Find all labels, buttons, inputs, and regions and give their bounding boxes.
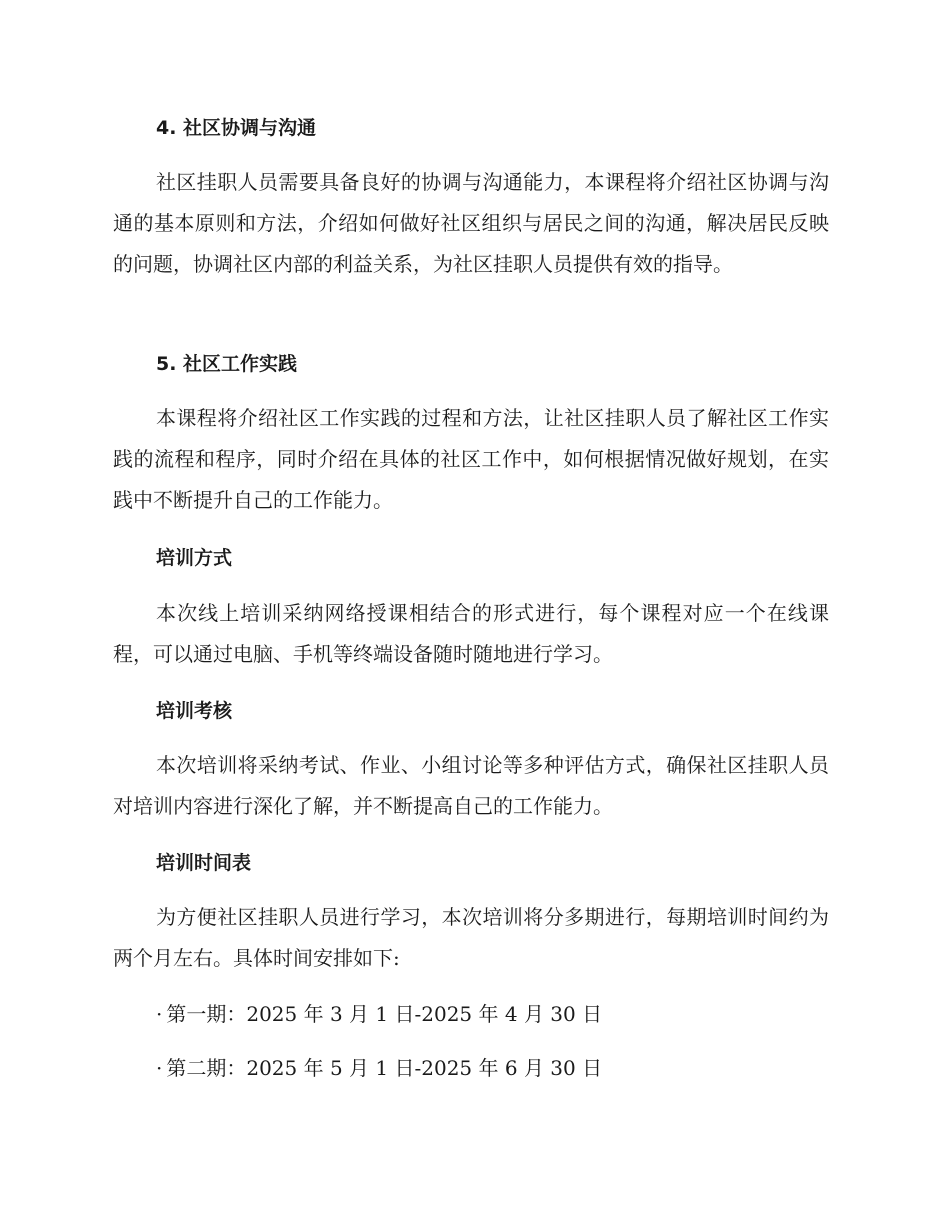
schedule-item-text: 第一期：2025 年 3 月 1 日-2025 年 4 月 30 日 (166, 1002, 603, 1026)
section-body-training-method: 本次线上培训采纳网络授课相结合的形式进行，每个课程对应一个在线课程，可以通过电脑、手机等终端设备随时随地进行学习。 (113, 601, 829, 666)
schedule-item-text: 第二期：2025 年 5 月 1 日-2025 年 6 月 30 日 (166, 1056, 603, 1080)
section-heading-community-practice: 5. 社区工作实践 (156, 353, 298, 375)
section-heading-community-coordination: 4. 社区协调与沟通 (156, 117, 317, 139)
schedule-list-item (113, 1054, 872, 1082)
section-heading-training-assessment: 培训考核 (156, 700, 233, 722)
section-body-training-schedule: 为方便社区挂职人员进行学习，本次培训将分多期进行，每期培训时间约为两个月左右。具体时间安排如下: (113, 905, 829, 970)
section-heading-training-schedule: 培训时间表 (156, 852, 252, 874)
section-body-training-assessment: 本次培训将采纳考试、作业、小组讨论等多种评估方式，确保社区挂职人员对培训内容进行深化了解，并不断提高自己的工作能力。 (113, 753, 829, 818)
section-heading-training-method: 培训方式 (156, 547, 233, 569)
bullet-icon: · (156, 1056, 163, 1080)
section-body-community-coordination: 社区挂职人员需要具备良好的协调与沟通能力，本课程将介绍社区协调与沟通的基本原则和方法，介绍如何做好社区组织与居民之间的沟通，解决居民反映的问题，协调社区内部的利益关系，为社区挂职人员提供有效的指导。 (113, 170, 829, 276)
section-body-community-practice: 本课程将介绍社区工作实践的过程和方法，让社区挂职人员了解社区工作实践的流程和程序，同时介绍在具体的社区工作中，如何根据情况做好规划，在实践中不断提升自己的工作能力。 (113, 406, 829, 512)
schedule-list-item (113, 1000, 872, 1028)
bullet-icon: · (156, 1002, 163, 1026)
